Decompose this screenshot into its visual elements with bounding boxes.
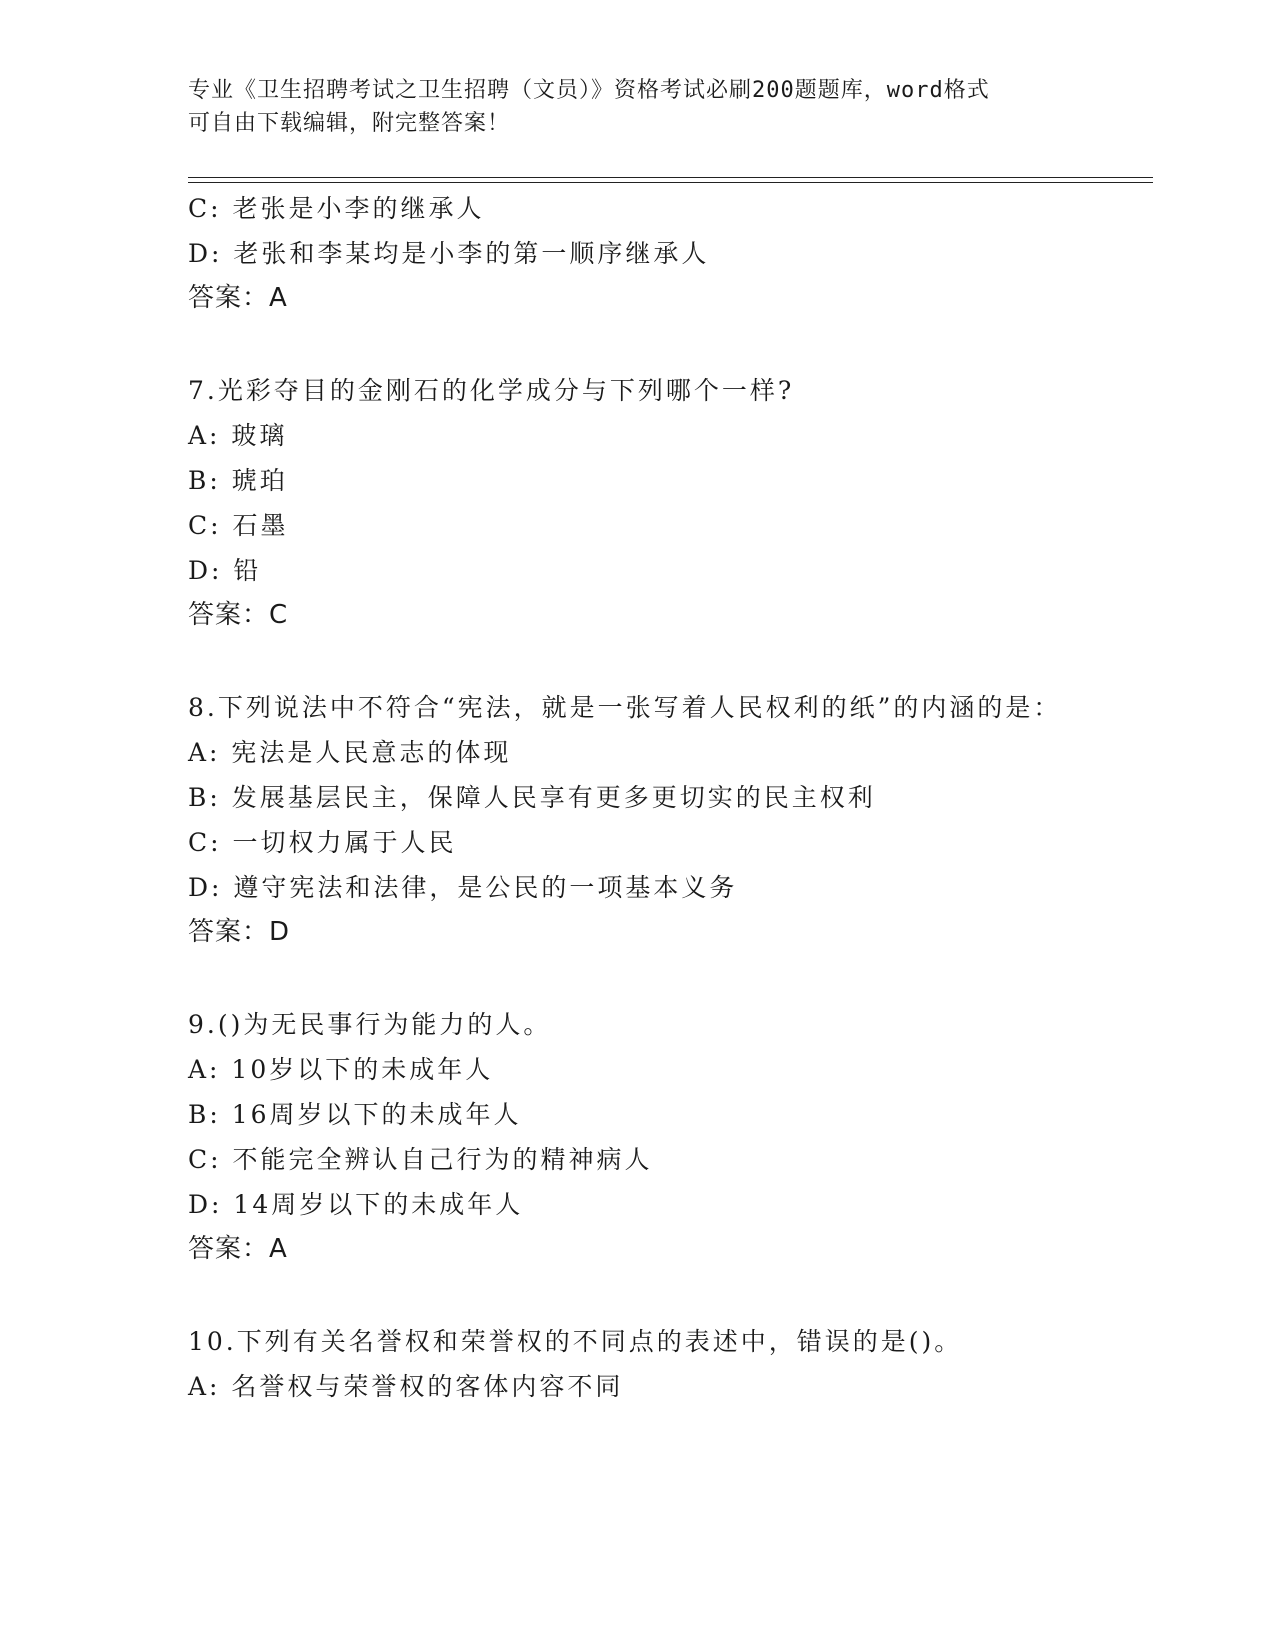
question-8-text: 8.下列说法中不符合“宪法，就是一张写着人民权利的纸”的内涵的是：: [188, 693, 1062, 722]
header-divider-top: [188, 177, 1153, 178]
question-7: [188, 368, 1088, 638]
question-8-option-b: B: 发展基层民主，保障人民享有更多更切实的民主权利: [188, 783, 876, 812]
question-9-option-a: A: 10岁以下的未成年人: [188, 1055, 494, 1084]
question-9-answer: 答案：A: [188, 1234, 288, 1264]
question-6-answer: 答案：A: [188, 283, 288, 313]
question-10-text: 10.下列有关名誉权和荣誉权的不同点的表述中，错误的是()。: [188, 1327, 963, 1356]
question-7-answer: 答案：C: [188, 600, 289, 630]
question-8-option-a: A: 宪法是人民意志的体现: [188, 738, 512, 767]
question-list: [188, 186, 1088, 1409]
question-6-option-d: D: 老张和李某均是小李的第一顺序继承人: [188, 239, 710, 268]
document-header: [188, 74, 1088, 140]
header-divider-bottom: [188, 182, 1153, 183]
question-7-option-a: A: 玻璃: [188, 421, 288, 450]
question-6-option-c: C: 老张是小李的继承人: [188, 194, 485, 223]
question-7-option-b: B: 琥珀: [188, 466, 288, 495]
question-10-option-a: A: 名誉权与荣誉权的客体内容不同: [188, 1372, 624, 1401]
header-title-line-1: 专业《卫生招聘考试之卫生招聘（文员）》资格考试必刷200题题库，word格式: [188, 78, 990, 103]
question-9-option-d: D: 14周岁以下的未成年人: [188, 1190, 524, 1219]
question-8-answer: 答案：D: [188, 917, 291, 947]
question-7-option-c: C: 石墨: [188, 511, 289, 540]
question-10: [188, 1319, 1088, 1409]
question-8-option-d: D: 遵守宪法和法律，是公民的一项基本义务: [188, 873, 738, 902]
question-7-option-d: D: 铅: [188, 556, 262, 585]
question-7-text: 7.光彩夺目的金刚石的化学成分与下列哪个一样?: [188, 376, 795, 405]
question-8-option-c: C: 一切权力属于人民: [188, 828, 457, 857]
question-9-option-c: C: 不能完全辨认自己行为的精神病人: [188, 1145, 653, 1174]
question-9-option-b: B: 16周岁以下的未成年人: [188, 1100, 522, 1129]
question-9: [188, 1002, 1088, 1272]
question-8: [188, 685, 1088, 955]
header-title-line-2: 可自由下载编辑，附完整答案！: [188, 111, 511, 136]
question-9-text: 9.()为无民事行为能力的人。: [188, 1010, 552, 1039]
question-6: [188, 186, 1088, 321]
